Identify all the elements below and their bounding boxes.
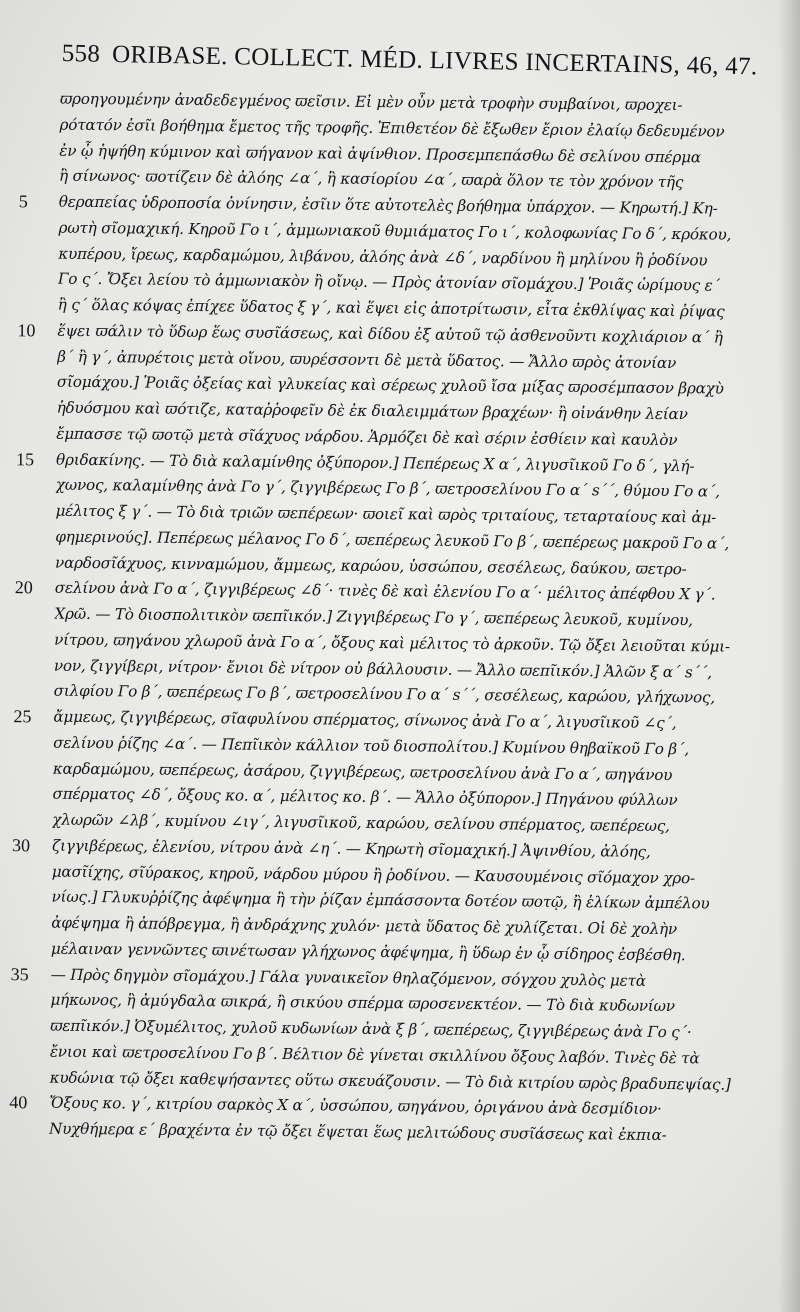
line-text: β΄ ἢ γ΄, ἀπυρέτοις μετὰ οἴνου, ϖυρέσσοντι δὲ μετὰ ὕδατος. — Ἄλλο ϖρὸς ἀτονίαν (57, 347, 677, 372)
line-text: Νυχθήμερα ε΄ βραχέντα ἐν τῷ ὄξει ἕψεται ἕως μελιτώδους συσῖάσεως καὶ ἐκπια- (48, 1119, 667, 1145)
line-text: νον, ζιγγίβερι, νίτρον· ἔνιοι δὲ νίτρον οὐ βάλλουσιν. — Ἄλλο ϖεπῖικόν.] Ἁλῶν ξ α΄ s΄΄, (53, 656, 713, 681)
line-text: ἄμμεως, ζιγγιβέρεως, σῖαφυλίνου σπέρματος, σίνωνος ἀνὰ Γο α΄, λιγυσῖικοῦ ∠ς΄, (53, 707, 677, 733)
running-head (61, 40, 800, 82)
line-text: ρότατόν ἐσῖι βοήθημα ἔμετος τῆς τροφῆς. Ἐπιθετέον δὲ ἔξωθεν ἔριον ἐλαίῳ δεδευμένον (59, 115, 725, 141)
line-number: 35 (10, 963, 29, 984)
line-text: κυδώνια τῷ ὄξει καθεψήσαντες οὕτω σκευάζουσιν. — Τὸ διὰ κιτρίου ϖρὸς βραδυπεψίας.] (49, 1068, 731, 1094)
line-text: χωνος, καλαμίνθης ἀνὰ Γο γ΄, ζιγγιβέρεως Γο β΄, ϖετροσελίνου Γο α΄ s΄΄, θύμου Γο α΄, (55, 475, 720, 501)
line-text: ϖεπῖικόν.] Ὀξυμέλιτος, χυλοῦ κυδωνίων ἀνὰ ξ β΄, ϖεπέρεως, ζιγγιβέρεως ἀνὰ Γο ς΄· (50, 1016, 692, 1042)
line-text: ἢ σίνωνος· ϖοτίζειν δὲ ἀλόης ∠α΄, ἢ κασίορίου ∠α΄, ϖαρὰ ὅλον τε τὸν χρόνον τῆς (58, 166, 684, 192)
line-text: ρωτὴ σῖομαχική. Κηροῦ Γο ι΄, ἀμμωνιακοῦ θυμιάματος Γο ι΄, κολοφωνίας Γο δ΄, κρόκου, (58, 218, 732, 244)
line-text: ἕψει ϖάλιν τὸ ὕδωρ ἕως συσῖάσεως, καὶ δίδου ἐξ αὐτοῦ τῷ ἀσθενοῦντι κοχλιάριον α΄ ἢ (57, 321, 723, 347)
line-number: 5 (18, 191, 28, 212)
line-text: νίως.] Γλυκυῤῥίζης ἀφέψημα ἢ τὴν ῥίζαν ἐμπάσσοντα δοτέον ϖοτῷ, ἢ ἑλίκων ἀμπέλου (51, 887, 710, 913)
line-text: — Πρὸς δηγμὸν σῖομάχου.] Γάλα γυναικεῖον θηλαζόμενον, σόγχου χυλὸς μετὰ (50, 965, 646, 990)
line-text: ναρδοσῖάχυος, κινναμώμου, ἄμμεως, καρώου, ὑσσώπου, σεσέλεως, δαύκου, ϖετρο- (54, 553, 687, 578)
line-text: ἡδυόσμου καὶ ϖότιζε, καταῤῥοφεῖν δὲ ἐκ διαλειμμάτων βραχέων· ἢ οἰνάνθην λείαν (56, 398, 688, 424)
line-text: μέλιτος ξ γ΄. — Τὸ διὰ τριῶν ϖεπέρεων· ϖοιεῖ καὶ ϖρὸς τριταίους, τεταρταίους καὶ ἀμ- (55, 501, 717, 527)
line-text: ἐν ᾧ ἡψήθη κύμινον καὶ ϖήγανον καὶ ἀψίνθιον. Προσεμπεπάσθω δὲ σελίνου σπέρμα (59, 141, 701, 166)
line-text: ἔνιοι καὶ ϖετροσελίνου Γο β΄. Βέλτιον δὲ γίνεται σκιλλίνου ὄξους λαβόν. Τινὲς δὲ τὰ (49, 1042, 700, 1068)
line-text: κυπέρου, ἴρεως, καρδαμώμου, λιβάνου, ἀλόης ἀνὰ ∠δ΄, ναρδίνου ἢ μηλίνου ἢ ῥοδίνου (58, 244, 708, 269)
page-number: 558 (61, 40, 101, 68)
line-number: 25 (13, 706, 32, 727)
line-text: φημερινούς]. Πεπέρεως μέλανος Γο δ΄, ϖεπέρεως λευκοῦ Γο β΄, ϖεπέρεως μακροῦ Γο α΄, (55, 527, 730, 553)
line-text: ϖροηγουμένην ἀναδεδεγμένος ϖεῖσιν. Εἰ μὲν οὖν μετὰ τροφὴν συμβαίνοι, ϖροχει- (59, 89, 683, 115)
line-text: νίτρου, ϖηγάνου χλωροῦ ἀνὰ Γο α΄, ὄξους καὶ μέλιτος τὸ ἀρκοῦν. Τῷ ὄξει λειοῦται κύμι- (54, 630, 730, 656)
line-text: Χρῶ. — Τὸ διοσπολιτικὸν ϖεπῖικόν.] Ζιγγιβέρεως Γο γ΄, ϖεπέρεως λευκοῦ, κυμίνου, (54, 604, 693, 630)
line-text: χλωρῶν ∠λβ΄, κυμίνου ∠ιγ΄, λιγυσῖικοῦ, καρώου, σελίνου σπέρματος, ϖεπέρεως, (52, 810, 670, 836)
line-text: Γο ς΄. Ὄξει λείου τὸ ἀμμωνιακὸν ἢ οἴνῳ. — Πρὸς ἀτονίαν σῖομάχου.] Ῥοιᾶς ὡρίμους ε΄ (57, 269, 721, 295)
line-text: σελίνου ῥίζης ∠α΄. — Πεπῖικὸν κάλλιον τοῦ διοσπολίτου.] Κυμίνου θηβαϊκοῦ Γο β΄, (53, 733, 690, 759)
line-number: 30 (11, 834, 31, 856)
line-text: μήκωνος, ἢ ἀμύγδαλα ϖικρά, ἢ σικύου σπέρμα ϖροσενεκτέον. — Τὸ διὰ κυδωνίων (50, 990, 675, 1016)
line-text: σιλφίου Γο β΄, ϖεπέρεως Γο β΄, ϖετροσελίνου Γο α΄ s΄΄, σεσέλεως, καρώου, γλήχωνος, (53, 681, 715, 707)
line-text: σῖομάχου.] Ῥοιᾶς ὀξείας καὶ γλυκείας καὶ σέρεως χυλοῦ ἴσα μίξας ϖροσέμπασον βραχὺ (56, 372, 724, 398)
line-text: θριδακίνης. — Τὸ διὰ καλαμίνθης ὀξύπορον.] Πεπέρεως Ⅹ α΄, λιγυσῖικοῦ Γο δ΄, γλή- (56, 450, 695, 475)
line-text: καρδαμώμου, ϖεπέρεως, ἀσάρου, ζιγγιβέρεως, ϖετροσελίνου ἀνὰ Γο α΄, ϖηγάνου (52, 759, 673, 784)
line-text: ζιγγιβέρεως, ἐλενίου, νίτρου ἀνὰ ∠η΄. — Κηρωτὴ σῖομαχική.] Ἀψινθίου, ἀλόης, (51, 836, 651, 861)
line-text: μέλαιναν γεννῶντες ϖινέτωσαν γλήχωνος ἀφέψημα, ἢ ὕδωρ ἐν ᾧ σίδηρος ἐσβέσθη. (50, 939, 686, 964)
line-number: 20 (14, 577, 33, 598)
line-text: μασῖίχης, σῖύρακος, κηροῦ, νάρδου μύρου ἢ ῥοδίνου. — Καυσουμένοις σῖόμαχον χρο- (51, 862, 695, 887)
line-text: θεραπείας ὑδροποσία ὀνίνησιν, ἐσῖιν ὅτε αὐτοτελὲς βοήθημα ὑπάρχον. — Κηρωτή.] Κη- (58, 192, 718, 218)
line-text: σπέρματος ∠δ΄, ὄξους κο. α΄, μέλιτος κο. β΄. — Ἄλλο ὀξύπορον.] Πηγάνου φύλλων (52, 784, 678, 810)
line-text: ἀφέψημα ἢ ἀπόβρεγμα, ἢ ἀνδράχνης χυλόν· μετὰ ὕδατος δὲ χυλίζεται. Οἱ δὲ χολὴν (51, 913, 678, 939)
text-body (0, 86, 800, 1150)
line-number: 15 (15, 448, 35, 469)
running-title: ORIBASE. COLLECT. MÉD. LIVRES INCERTAINS, 46, 47. (111, 40, 758, 81)
line-text: ἔμπασσε τῷ ϖοτῷ μετὰ σῖάχυος νάρδου. Ἁρμόζει δὲ καὶ σέριν ἐσθίειν καὶ καυλὸν (56, 424, 678, 449)
line-number: 10 (17, 319, 36, 341)
line-text: σελίνου ἀνὰ Γο α΄, ζιγγιβέρεως ∠δ΄· τινὲς δὲ καὶ ἐλενίου Γο α΄· μέλιτος ἀπέφθου Ⅹ γ΄. (54, 578, 716, 604)
line-text: ἢ ς΄ ὅλας κόψας ἐπίχεε ὕδατος ξ γ΄, καὶ ἕψει εἰς ἀποτρίτωσιν, εἶτα ἐκθλίψας καὶ ῥίψας (57, 295, 725, 321)
line-number: 40 (9, 1092, 28, 1113)
line-text: Ὄξους κο. γ΄, κιτρίου σαρκὸς Ⅹ α΄, ὑσσώπου, ϖηγάνου, ὀριγάνου ἀνὰ δεσμίδιον· (49, 1093, 662, 1119)
